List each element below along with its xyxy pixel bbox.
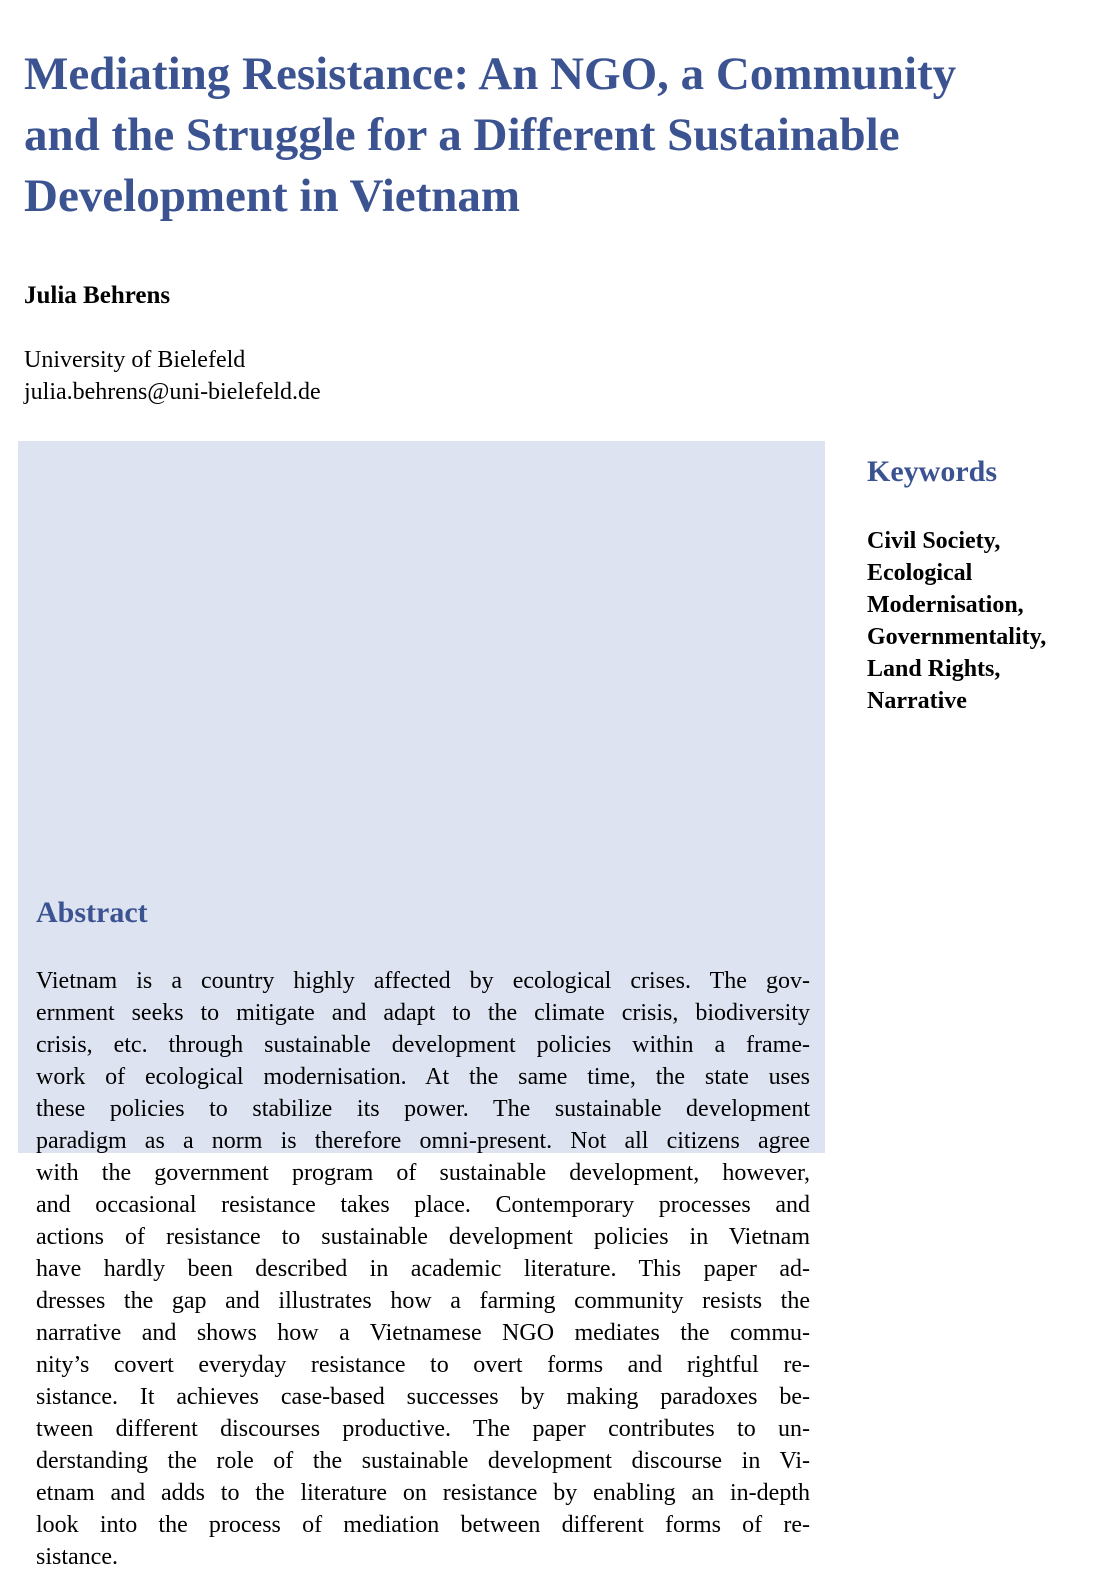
abstract-heading: Abstract [36, 896, 148, 929]
keyword-item: Ecological [867, 560, 973, 586]
abstract-line: sistance. It achieves case-based successes by making paradoxes be- [36, 1384, 810, 1410]
abstract-line: nity’s covert everyday resistance to overt forms and rightful re- [36, 1352, 810, 1378]
abstract-line: crisis, etc. through sustainable development policies within a frame- [36, 1032, 810, 1058]
keyword-item: Narrative [867, 688, 967, 714]
abstract-line: look into the process of mediation between different forms of re- [36, 1512, 810, 1538]
abstract-line: have hardly been described in academic literature. This paper ad- [36, 1256, 810, 1282]
abstract-line: ernment seeks to mitigate and adapt to the climate crisis, biodiversity [36, 1000, 810, 1026]
keyword-item: Governmentality, [867, 624, 1047, 650]
abstract-line: dresses the gap and illustrates how a farming community resists the [36, 1288, 810, 1314]
abstract-line: sistance. [36, 1544, 118, 1570]
keyword-item: Civil Society, [867, 528, 1001, 554]
keyword-item: Land Rights, [867, 656, 1001, 682]
abstract-line: work of ecological modernisation. At the same time, the state uses [36, 1064, 810, 1090]
title-line: Mediating Resistance: An NGO, a Community [24, 48, 957, 100]
title-line: Development in Vietnam [24, 170, 521, 222]
abstract-line: narrative and shows how a Vietnamese NGO mediates the commu- [36, 1320, 810, 1346]
abstract-line: Vietnam is a country highly affected by ecological crises. The gov- [36, 968, 810, 994]
abstract-line: and occasional resistance takes place. Contemporary processes and [36, 1192, 810, 1218]
email-address: julia.behrens@uni-bielefeld.de [24, 379, 321, 405]
abstract-line: etnam and adds to the literature on resistance by enabling an in-depth [36, 1480, 810, 1506]
author-name: Julia Behrens [24, 282, 171, 309]
institution: University of Bielefeld [24, 347, 246, 373]
abstract-line: derstanding the role of the sustainable development discourse in Vi- [36, 1448, 810, 1474]
abstract-line: paradigm as a norm is therefore omni-present. Not all citizens agree [36, 1128, 810, 1154]
abstract-line: with the government program of sustainable development, however, [36, 1160, 810, 1186]
abstract-panel [18, 441, 825, 1570]
abstract-line: these policies to stabilize its power. The sustainable development [36, 1096, 810, 1122]
keywords-heading: Keywords [867, 455, 997, 488]
abstract-line: actions of resistance to sustainable development policies in Vietnam [36, 1224, 810, 1250]
keywords-list [867, 525, 1046, 717]
author-affiliation [24, 344, 321, 408]
abstract-text [36, 965, 810, 1573]
title-line: and the Struggle for a Different Sustainable [24, 109, 900, 161]
keyword-item: Modernisation, [867, 592, 1024, 618]
abstract-line: tween different discourses productive. The paper contributes to un- [36, 1416, 810, 1442]
paper-title [24, 44, 1094, 227]
